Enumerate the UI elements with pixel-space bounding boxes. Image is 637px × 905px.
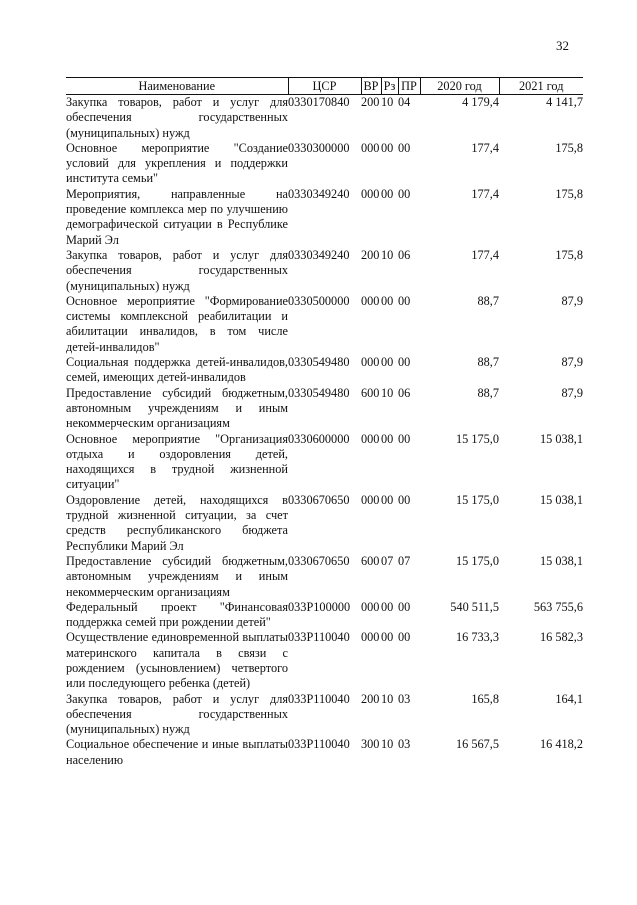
row-amount-2020: 16 567,5 bbox=[455, 737, 499, 752]
row-name-text: Предоставление субсидий бюджетным, автономным учреждениям и иным некоммерческим организациям bbox=[66, 553, 288, 599]
table-row bbox=[66, 493, 583, 554]
row-amount-2020: 177,4 bbox=[471, 247, 499, 262]
row-vr: 000 bbox=[361, 293, 380, 308]
table-row bbox=[66, 554, 583, 600]
header-2021: 2021 год bbox=[499, 78, 583, 95]
row-csr: 0330600000 bbox=[288, 431, 350, 446]
row-amount-2020: 88,7 bbox=[477, 293, 499, 308]
row-vr: 000 bbox=[361, 186, 380, 201]
row-name bbox=[66, 554, 288, 600]
row-name bbox=[66, 493, 288, 554]
row-amount-2020: 15 175,0 bbox=[455, 431, 499, 446]
row-csr: 0330300000 bbox=[288, 140, 350, 155]
row-amount-2021: 87,9 bbox=[561, 293, 583, 308]
row-csr: 0330170840 bbox=[288, 95, 350, 109]
row-name bbox=[66, 141, 288, 187]
row-amount-2021: 16 582,3 bbox=[539, 630, 583, 645]
table-row bbox=[66, 294, 583, 355]
row-csr: 0330349240 bbox=[288, 186, 350, 201]
row-vr: 000 bbox=[361, 431, 380, 446]
row-name bbox=[66, 737, 288, 768]
row-pr: 03 bbox=[398, 691, 411, 706]
row-amount-2020: 88,7 bbox=[477, 355, 499, 370]
row-name-text: Основное мероприятие "Создание условий для укрепления и поддержки института семьи" bbox=[66, 140, 288, 186]
row-rz: 10 bbox=[381, 247, 394, 262]
row-name-text: Основное мероприятие "Формирование системы комплексной реабилитации и абилитации инвалидов, в том числе детей-инвалидов" bbox=[66, 293, 288, 354]
row-vr: 200 bbox=[361, 691, 380, 706]
row-name bbox=[66, 432, 288, 493]
row-amount-2021: 16 418,2 bbox=[539, 737, 583, 752]
row-amount-2020: 15 175,0 bbox=[455, 492, 499, 507]
table-row bbox=[66, 95, 583, 141]
row-csr: 0330670650 bbox=[288, 492, 350, 507]
row-rz: 10 bbox=[381, 737, 394, 752]
row-name-text: Предоставление субсидий бюджетным, автономным учреждениям и иным некоммерческим организациям bbox=[66, 385, 288, 431]
row-csr: 033P110040 bbox=[288, 737, 350, 752]
row-pr: 00 bbox=[398, 492, 411, 507]
row-pr: 04 bbox=[398, 95, 411, 109]
row-name-text: Закупка товаров, работ и услуг для обеспечения государственных (муниципальных) нужд bbox=[66, 691, 288, 737]
header-csr: ЦСР bbox=[288, 78, 361, 95]
row-name bbox=[66, 630, 288, 691]
row-csr: 033P110040 bbox=[288, 691, 350, 706]
row-rz: 10 bbox=[381, 691, 394, 706]
table-row bbox=[66, 692, 583, 738]
row-csr: 0330500000 bbox=[288, 293, 350, 308]
row-name-text: Федеральный проект "Финансовая поддержка семей при рождении детей" bbox=[66, 599, 288, 630]
row-pr: 06 bbox=[398, 385, 411, 400]
row-rz: 00 bbox=[381, 630, 394, 645]
row-amount-2020: 540 511,5 bbox=[450, 599, 499, 614]
row-pr: 00 bbox=[398, 186, 411, 201]
row-rz: 00 bbox=[381, 599, 394, 614]
header-pr: ПР bbox=[398, 78, 420, 95]
row-rz: 10 bbox=[381, 95, 394, 109]
header-2020: 2020 год bbox=[420, 78, 499, 95]
table-row bbox=[66, 187, 583, 248]
row-rz: 10 bbox=[381, 385, 394, 400]
table-row bbox=[66, 355, 583, 386]
row-name bbox=[66, 187, 288, 248]
header-vr: ВР bbox=[361, 78, 381, 95]
row-pr: 00 bbox=[398, 599, 411, 614]
row-amount-2020: 15 175,0 bbox=[455, 553, 499, 568]
row-csr: 0330670650 bbox=[288, 553, 350, 568]
row-name-text: Осуществление единовременной выплаты материнского капитала в связи с рождением (усыновлением) четвертого или последующего ребенка (детей) bbox=[66, 630, 288, 691]
row-amount-2020: 16 733,3 bbox=[455, 630, 499, 645]
budget-table bbox=[66, 77, 583, 768]
row-rz: 07 bbox=[381, 553, 394, 568]
row-name bbox=[66, 600, 288, 631]
table-row bbox=[66, 630, 583, 691]
row-name bbox=[66, 248, 288, 294]
row-rz: 00 bbox=[381, 293, 394, 308]
row-pr: 07 bbox=[398, 553, 411, 568]
row-vr: 000 bbox=[361, 355, 380, 370]
table-row bbox=[66, 248, 583, 294]
row-name bbox=[66, 355, 288, 386]
row-amount-2020: 177,4 bbox=[471, 140, 499, 155]
row-amount-2020: 177,4 bbox=[471, 186, 499, 201]
row-csr: 033P100000 bbox=[288, 599, 351, 614]
row-amount-2021: 87,9 bbox=[561, 385, 583, 400]
row-amount-2021: 15 038,1 bbox=[539, 553, 583, 568]
table-row bbox=[66, 737, 583, 768]
row-vr: 600 bbox=[361, 553, 380, 568]
row-amount-2021: 15 038,1 bbox=[539, 492, 583, 507]
row-amount-2021: 175,8 bbox=[555, 140, 583, 155]
row-vr: 000 bbox=[361, 492, 380, 507]
row-amount-2021: 87,9 bbox=[561, 355, 583, 370]
row-vr: 200 bbox=[361, 247, 380, 262]
row-amount-2021: 164,1 bbox=[555, 691, 583, 706]
header-name: Наименование bbox=[66, 78, 288, 95]
row-amount-2021: 4 141,7 bbox=[546, 95, 583, 109]
row-vr: 000 bbox=[361, 599, 380, 614]
row-amount-2021: 15 038,1 bbox=[539, 431, 583, 446]
row-name bbox=[66, 95, 288, 141]
table-row bbox=[66, 141, 583, 187]
table-body bbox=[66, 95, 583, 769]
row-name-text: Оздоровление детей, находящихся в трудной жизненной ситуации, за счет средств республиканского бюджета Республики Марий Эл bbox=[66, 492, 288, 553]
row-rz: 00 bbox=[381, 431, 394, 446]
row-rz: 00 bbox=[381, 140, 394, 155]
row-pr: 00 bbox=[398, 355, 411, 370]
row-amount-2020: 88,7 bbox=[477, 385, 499, 400]
row-vr: 600 bbox=[361, 385, 380, 400]
row-pr: 00 bbox=[398, 630, 411, 645]
row-pr: 03 bbox=[398, 737, 411, 752]
row-pr: 00 bbox=[398, 293, 411, 308]
row-vr: 300 bbox=[361, 737, 380, 752]
table-row bbox=[66, 600, 583, 631]
row-amount-2021: 175,8 bbox=[555, 247, 583, 262]
row-csr: 0330549480 bbox=[288, 355, 350, 370]
row-rz: 00 bbox=[381, 355, 394, 370]
row-amount-2020: 165,8 bbox=[471, 691, 499, 706]
row-csr: 033P110040 bbox=[288, 630, 350, 645]
page-number: 32 bbox=[556, 38, 569, 53]
row-name bbox=[66, 386, 288, 432]
row-rz: 00 bbox=[381, 492, 394, 507]
row-pr: 00 bbox=[398, 431, 411, 446]
row-vr: 000 bbox=[361, 140, 380, 155]
row-name-text: Закупка товаров, работ и услуг для обеспечения государственных (муниципальных) нужд bbox=[66, 247, 288, 293]
header-rz: Рз bbox=[381, 78, 398, 95]
row-rz: 00 bbox=[381, 186, 394, 201]
row-name bbox=[66, 692, 288, 738]
row-name-text: Социальное обеспечение и иные выплаты населению bbox=[66, 737, 288, 767]
row-amount-2021: 175,8 bbox=[555, 186, 583, 201]
row-name-text: Закупка товаров, работ и услуг для обеспечения государственных (муниципальных) нужд bbox=[66, 95, 288, 140]
row-name bbox=[66, 294, 288, 355]
row-name-text: Основное мероприятие "Организация отдыха и оздоровления детей, находящихся в трудной жизненной ситуации" bbox=[66, 431, 288, 492]
table-row bbox=[66, 432, 583, 493]
row-name-text: Мероприятия, направленные на проведение комплекса мер по улучшению демографической ситуации в Республике Марий Эл bbox=[66, 186, 288, 247]
row-name-text: Социальная поддержка детей-инвалидов, семей, имеющих детей-инвалидов bbox=[66, 355, 288, 385]
row-csr: 0330349240 bbox=[288, 247, 350, 262]
row-vr: 200 bbox=[361, 95, 380, 109]
row-vr: 000 bbox=[361, 630, 380, 645]
row-amount-2020: 4 179,4 bbox=[462, 95, 499, 109]
row-pr: 06 bbox=[398, 247, 411, 262]
table-row bbox=[66, 386, 583, 432]
row-amount-2021: 563 755,6 bbox=[533, 599, 583, 614]
row-csr: 0330549480 bbox=[288, 385, 350, 400]
table-header-row bbox=[66, 78, 583, 95]
row-pr: 00 bbox=[398, 140, 411, 155]
